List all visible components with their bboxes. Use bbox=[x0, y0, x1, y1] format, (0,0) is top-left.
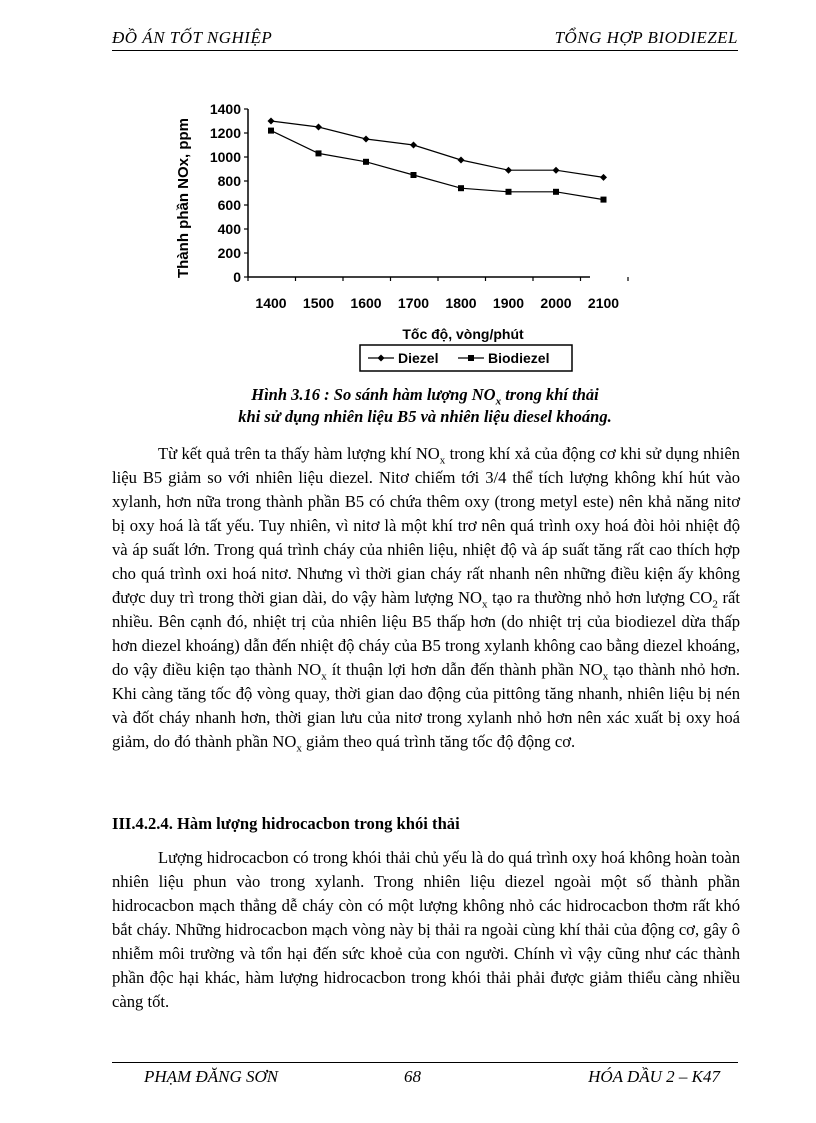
figure-caption bbox=[112, 384, 738, 428]
x-tick-label: 1500 bbox=[302, 295, 335, 311]
caption-line1-a: Hình 3.16 : So sánh hàm lượng NO bbox=[251, 385, 496, 404]
legend-label-diezel: Diezel bbox=[398, 350, 439, 366]
data-point-diezel bbox=[458, 157, 465, 164]
data-point-biodiezel bbox=[363, 159, 369, 165]
nox-line-chart bbox=[160, 95, 620, 380]
data-point-diezel bbox=[363, 136, 370, 143]
header-left: ĐỒ ÁN TỐT NGHIỆP bbox=[112, 28, 273, 47]
x-tick-label: 1600 bbox=[350, 295, 382, 311]
data-point-biodiezel bbox=[601, 197, 607, 203]
x-tick-label: 1900 bbox=[492, 295, 525, 311]
y-tick-label: 400 bbox=[217, 221, 241, 237]
x-tick-label: 1400 bbox=[255, 295, 287, 311]
page-number: 68 bbox=[404, 1067, 421, 1086]
paragraph-nox: Từ kết quả trên ta thấy hàm lượng khí $NO_x$ trong khí xả của động cơ khi sử dụng nhiên liệu B5 giảm so với nhiên liệu diezel. Nitơ chiếm tới 3/4 thể tích lượng không khí hút vào xylanh, hơn nữa trong thành phần B5 có chứa thêm oxy (trong metyl este) nên khả năng nitơ bị oxy hoá là tất yếu. Tuy nhiên, vì nitơ là một khí trơ nên quá trình oxy hoá đòi hỏi nhiệt độ và áp suất lớn. Trong quá trình cháy của nhiên liệu, nhiệt độ và áp suất tăng rất cao thích hợp cho quá trình oxi hoá nitơ. Nhưng vì thời gian cháy rất nhanh nên những điều kiện ấy không được duy trì trong thời gian dài, do vậy hàm lượng $NO_x$ tạo ra thường nhỏ hơn lượng $CO_2$ rất nhiều. Bên cạnh đó, nhiệt trị của nhiên liệu B5 thấp hơn (do nhiệt trị của biodiezel dừa thấp hơn diezel khoáng) dẫn đến nhiệt độ cháy của B5 trong xylanh không cao bằng diezel khoáng, do vậy điều kiện tạo thành $NO_x$ ít thuận lợi hơn dẫn đến thành phần $NO_x$ tạo thành nhỏ hơn. Khi càng tăng tốc độ vòng quay, thời gian dao động của pittông tăng nhanh, nhiên liệu bị nén và đốt cháy nhanh hơn, thời gian lưu của nitơ trong xylanh nhỏ hơn nên xác xuất bị oxy hoá giảm, do đó thành phần $NO_x$ giảm theo quá trình tăng tốc độ động cơ. bbox=[112, 444, 741, 755]
caption-line1-b: trong khí thải bbox=[501, 385, 599, 404]
data-point-diezel bbox=[315, 124, 322, 131]
series-line-diezel bbox=[271, 121, 604, 177]
x-axis-title: Tốc độ, vòng/phút bbox=[402, 326, 524, 342]
caption-line2: khi sử dụng nhiên liệu B5 và nhiên liệu diesel khoáng. bbox=[238, 407, 612, 426]
section-heading: III.4.2.4. Hàm lượng hidrocacbon trong khói thải bbox=[112, 814, 460, 833]
y-tick-label: 600 bbox=[217, 197, 241, 213]
data-point-diezel bbox=[410, 142, 417, 149]
header-right: TỔNG HỢP BIODIEZEL bbox=[554, 28, 738, 47]
data-point-biodiezel bbox=[411, 172, 417, 178]
x-tick-label: 2100 bbox=[587, 295, 620, 311]
footer-author: PHẠM ĐĂNG SƠN bbox=[144, 1067, 279, 1086]
y-axis-title: Thành phần NOx, ppm bbox=[175, 118, 192, 278]
legend-label-biodiezel: Biodiezel bbox=[488, 350, 550, 366]
data-point-diezel bbox=[505, 167, 512, 174]
y-tick-label: 1200 bbox=[209, 125, 241, 141]
data-point-biodiezel bbox=[553, 189, 559, 195]
y-tick-label: 1000 bbox=[209, 149, 241, 165]
data-point-diezel bbox=[268, 118, 275, 125]
data-point-biodiezel bbox=[458, 185, 464, 191]
page-header bbox=[112, 28, 738, 51]
y-tick-label: 200 bbox=[217, 245, 241, 261]
y-tick-label: 1400 bbox=[209, 101, 241, 117]
footer-class: HÓA DẦU 2 – K47 bbox=[588, 1067, 720, 1086]
x-tick-label: 2000 bbox=[540, 295, 572, 311]
page-footer bbox=[112, 1062, 738, 1093]
legend-marker-biodiezel bbox=[468, 355, 474, 361]
data-point-biodiezel bbox=[316, 150, 322, 156]
y-tick-label: 800 bbox=[217, 173, 241, 189]
paragraph-hydrocarbon bbox=[112, 846, 740, 1014]
data-point-biodiezel bbox=[506, 189, 512, 195]
x-tick-label: 1800 bbox=[445, 295, 477, 311]
x-tick-label: 1700 bbox=[397, 295, 430, 311]
y-tick-label: 0 bbox=[233, 269, 241, 285]
paragraph-hydrocarbon-text: Lượng hidrocacbon có trong khói thải chủ yếu là do quá trình oxy hoá không hoàn toàn nhiên liệu phun vào trong xylanh. Trong nhiên liệu diezel ngoài một số thành phần hidrocacbon mạch thẳng dễ cháy còn có một lượng không nhỏ các hidrocacbon thơm rất khó bắt cháy. Những hidrocacbon mạch vòng này bị thải ra ngoài cùng khí thải của động cơ, gây ô nhiễm môi trường và tổn hại đến sức khoẻ của con người. Chính vì vậy cũng như các thành phần độc hại khác, hàm lượng hidrocacbon trong khói thải phải được giảm thiểu càng nhiều càng tốt. bbox=[112, 848, 740, 1011]
data-point-diezel bbox=[553, 167, 560, 174]
caption-line1-sub: x bbox=[495, 395, 502, 408]
data-point-diezel bbox=[600, 174, 607, 181]
data-point-biodiezel bbox=[268, 128, 274, 134]
